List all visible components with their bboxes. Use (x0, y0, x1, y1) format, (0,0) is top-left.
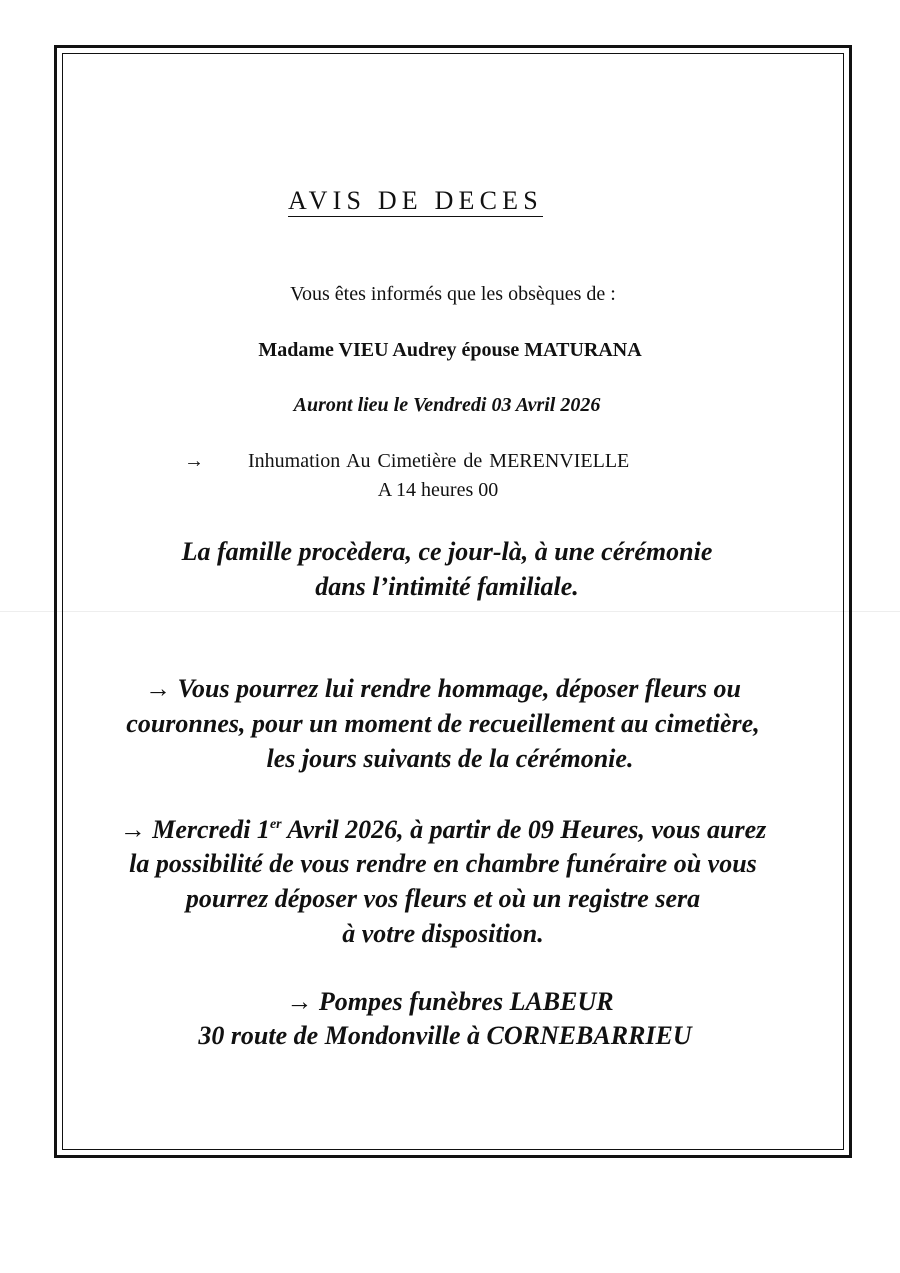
intro-text: Vous êtes informés que les obsèques de : (290, 283, 616, 305)
visit-line-1 (0, 812, 893, 847)
family-statement-line-1: La famille procèdera, ce jour-là, à une cérémonie (181, 537, 713, 566)
ceremony-date: Auront lieu le Vendredi 03 Avril 2026 (293, 394, 601, 416)
deceased-name: Madame VIEU Audrey épouse MATURANA (258, 339, 642, 361)
visit-line-1-end: Avril 2026, à partir de 09 Heures, vous aurez (281, 815, 767, 844)
homage-line-2: couronnes, pour un moment de recueillement au cimetière, (126, 709, 760, 738)
visit-line-1-start: → Mercredi 1 (119, 815, 270, 844)
homage-line-1: → Vous pourrez lui rendre hommage, déposer fleurs ou (145, 674, 741, 703)
visit-line-3: pourrez déposer vos fleurs et où un registre sera (185, 884, 701, 913)
inhumation-location: Inhumation Au Cimetière de MERENVIELLE (248, 450, 630, 472)
arrow-icon: → (184, 450, 204, 472)
visit-ordinal-suffix: er (269, 817, 282, 832)
funeral-home-address: 30 route de Mondonville à CORNEBARRIEU (198, 1021, 692, 1050)
notice-title: AVIS DE DECES (288, 186, 543, 215)
visit-line-2: la possibilité de vous rendre en chambre funéraire où vous (129, 849, 757, 878)
funeral-home-name: → Pompes funèbres LABEUR (286, 987, 614, 1016)
family-statement-line-2: dans l’intimité familiale. (315, 572, 579, 601)
homage-line-3: les jours suivants de la cérémonie. (266, 744, 634, 773)
inhumation-time: A 14 heures 00 (377, 479, 499, 501)
visit-line-4: à votre disposition. (342, 919, 544, 948)
